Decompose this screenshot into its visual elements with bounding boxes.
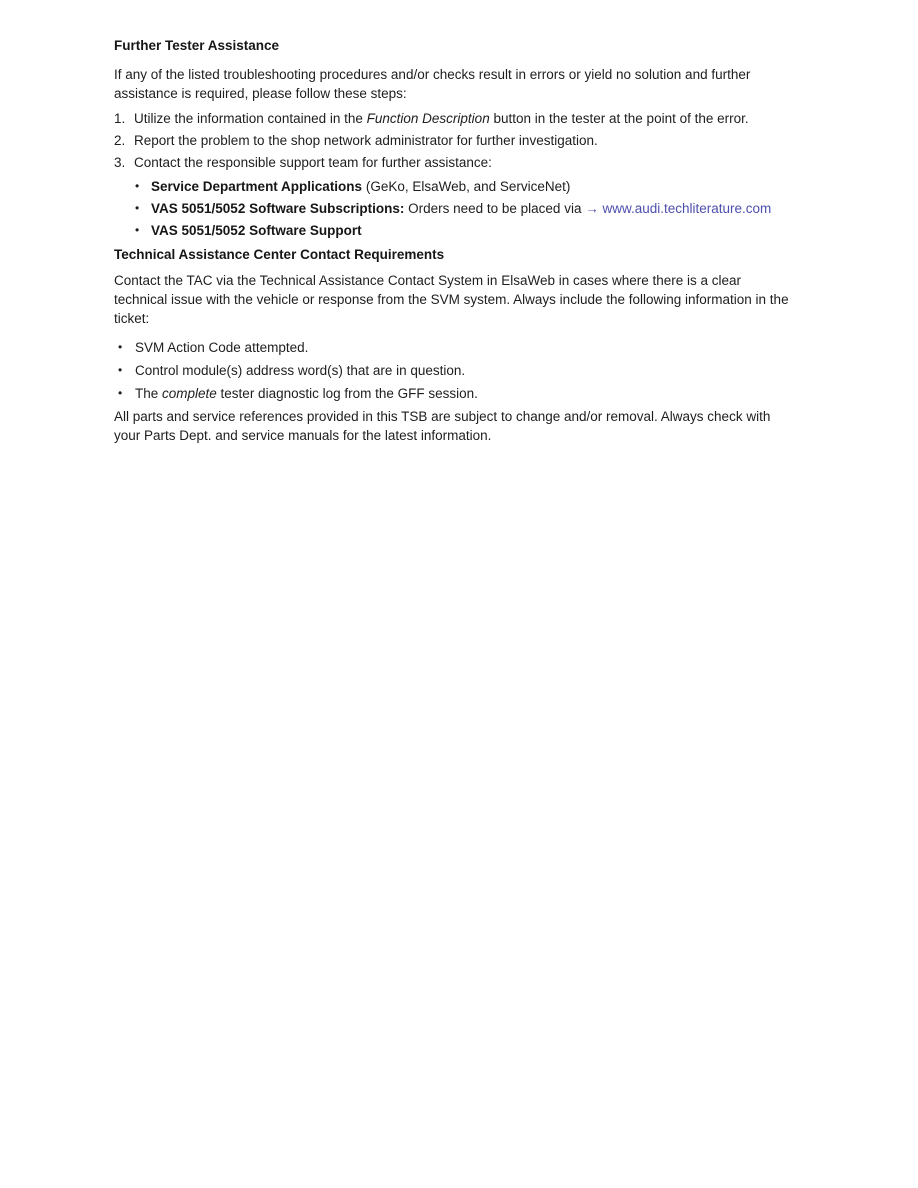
ticket-info-text: [135, 361, 465, 380]
support-option-service-dept-apps: [135, 177, 792, 196]
ticket-info-text: [135, 384, 478, 403]
numbered-steps-list: [114, 109, 792, 172]
support-option-text: [151, 199, 771, 218]
tsb-disclaimer-note: All parts and service references provided in this TSB are subject to change and/or removal. Always check with your Parts Dept. and service manuals for the latest information.: [114, 409, 771, 443]
ticket-info-run: SVM Action Code attempted.: [135, 340, 309, 355]
bullet-icon: •: [135, 201, 140, 215]
support-option-bold: VAS 5051/5052 Software Support: [151, 223, 362, 238]
ticket-info-svm-action-code: [118, 338, 792, 357]
step-text: [134, 153, 492, 172]
bullet-icon: •: [135, 179, 140, 193]
support-option-software-subscriptions: [135, 199, 792, 218]
bullet-icon: •: [118, 340, 123, 354]
ticket-info-control-modules: [118, 361, 792, 380]
section-heading-further-tester-assistance: Further Tester Assistance: [114, 38, 280, 53]
tac-contact-intro: Contact the TAC via the Technical Assistance Contact System in ElsaWeb in cases where there is a clear technical issue with the vehicle or response from the SVM system. Always include the following information in the ticket:: [114, 273, 789, 326]
step-text-run: Utilize the information contained in the: [134, 111, 367, 126]
support-option-bold: Service Department Applications: [151, 179, 363, 194]
ticket-info-diagnostic-log: [118, 384, 792, 403]
further-tester-assistance-intro: If any of the listed troubleshooting procedures and/or checks result in errors or yield no solution and further assistance is required, please follow these steps:: [114, 67, 751, 101]
techliterature-link[interactable]: www.audi.techliterature.com: [602, 201, 772, 216]
support-option-bold: VAS 5051/5052 Software Subscriptions:: [151, 201, 405, 216]
step-text: [134, 109, 749, 128]
support-option-software-support: [135, 221, 792, 240]
support-option-text: [151, 221, 362, 240]
bullet-icon: •: [118, 363, 123, 377]
bullet-icon: •: [135, 223, 140, 237]
ticket-info-text: [135, 338, 308, 357]
step-number: 1.: [114, 111, 126, 126]
step-text: [134, 131, 598, 150]
ticket-info-run: The: [135, 386, 163, 401]
step-text-italic: Function Description: [366, 111, 490, 126]
ticket-info-list: [118, 338, 792, 403]
step-item-2: [114, 131, 792, 150]
step-text-run: Contact the responsible support team for further assistance:: [134, 155, 492, 170]
step-number: 2.: [114, 133, 126, 148]
step-text-run: button in the tester at the point of the error.: [489, 111, 749, 126]
support-option-rest: Orders need to be placed via: [404, 201, 586, 216]
support-options-list: [135, 177, 792, 240]
support-option-text: [151, 177, 570, 196]
step-number: 3.: [114, 155, 126, 170]
step-item-3: [114, 153, 792, 172]
ticket-info-italic: complete: [162, 386, 217, 401]
step-item-1: [114, 109, 792, 128]
support-option-rest: (GeKo, ElsaWeb, and ServiceNet): [362, 179, 571, 194]
ticket-info-run: Control module(s) address word(s) that are in question.: [135, 363, 466, 378]
step-text-run: Report the problem to the shop network administrator for further investigation.: [134, 133, 598, 148]
section-heading-tac-contact-requirements: Technical Assistance Center Contact Requirements: [114, 247, 445, 262]
ticket-info-run: tester diagnostic log from the GFF session.: [216, 386, 478, 401]
link-arrow-icon: →: [585, 201, 603, 216]
bullet-icon: •: [118, 386, 123, 400]
